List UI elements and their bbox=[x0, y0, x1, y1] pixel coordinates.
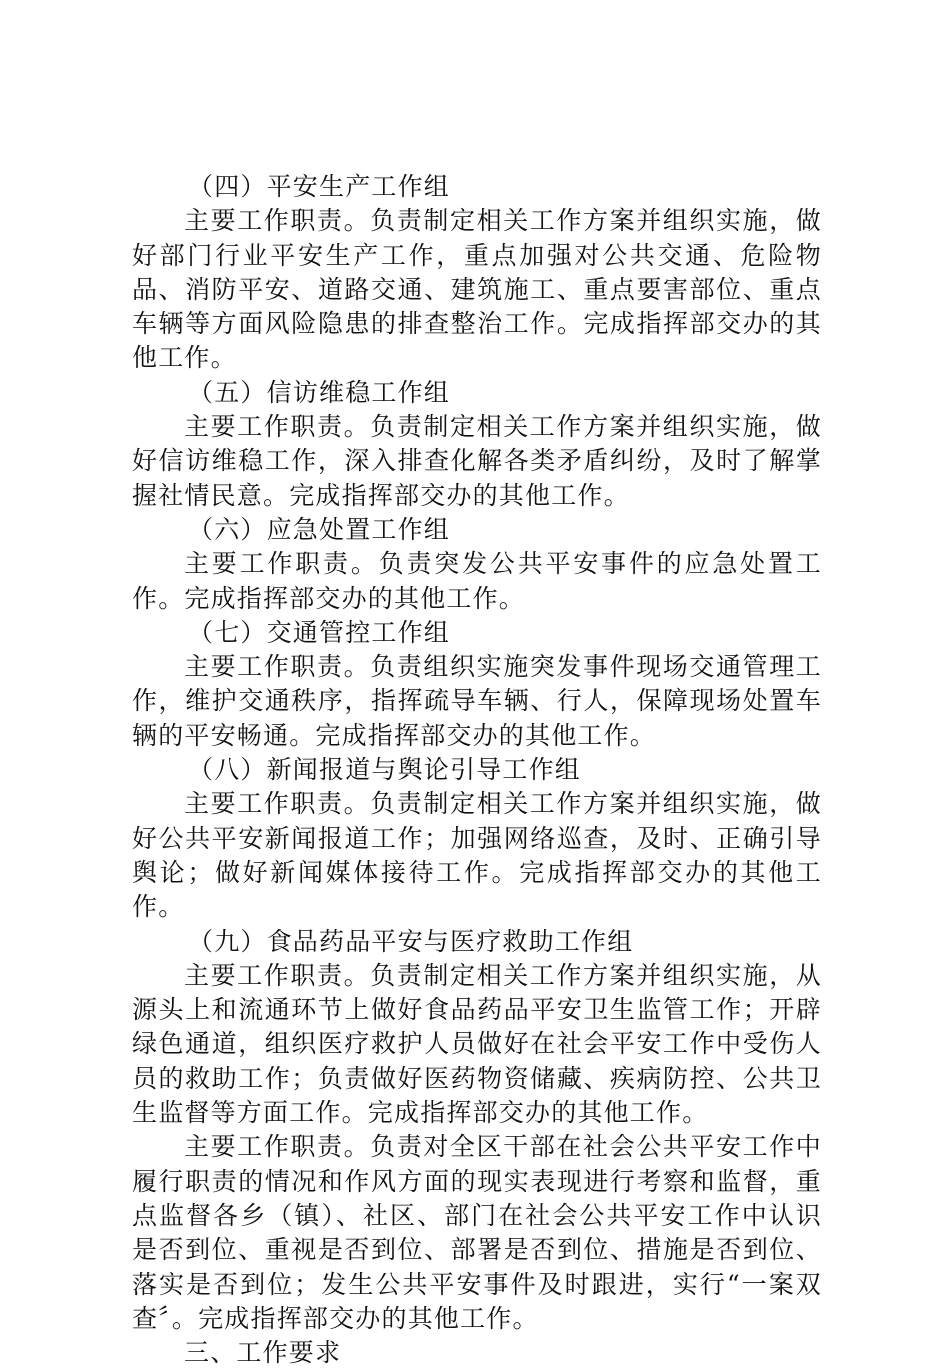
section-heading-6: （六）应急处置工作组 bbox=[188, 514, 451, 544]
section-heading-8: （八）新闻报道与舆论引导工作组 bbox=[188, 755, 582, 785]
section-paragraph-9: 主要工作职责。负责制定相关工作方案并组织实施，从源头上和流通环节上做好食品药品平安卫生监管工作；开辟绿色通道，组织医疗救护人员做好在社会平安工作中受伤人员的救助工作；负责做好医药物资储藏、疾病防控、公共卫生监督等方面工作。完成指挥部交办的其他工作。 bbox=[132, 960, 822, 1128]
supervision-paragraph: 主要工作职责。负责对全区干部在社会公共平安工作中履行职责的情况和作风方面的现实表现进行考察和监督，重点监督各乡（镇）、社区、部门在社会公共平安工作中认识是否到位、重视是否到位、部署是否到位、措施是否到位、落实是否到位；发生公共平安事件及时跟进，实行“一案双查〞。完成指挥部交办的其他工作。 bbox=[132, 1132, 822, 1333]
section-heading-9: （九）食品药品平安与医疗救助工作组 bbox=[188, 926, 634, 956]
section-paragraph-6: 主要工作职责。负责突发公共平安事件的应急处置工作。完成指挥部交办的其他工作。 bbox=[132, 549, 822, 613]
section-paragraph-8: 主要工作职责。负责制定相关工作方案并组织实施，做好公共平安新闻报道工作；加强网络巡查，及时、正确引导舆论；做好新闻媒体接待工作。完成指挥部交办的其他工作。 bbox=[132, 789, 822, 922]
section-paragraph-7: 主要工作职责。负责组织实施突发事件现场交通管理工作，维护交通秩序，指挥疏导车辆、行人，保障现场处置车辆的平安畅通。完成指挥部交办的其他工作。 bbox=[132, 652, 822, 750]
document-body bbox=[132, 170, 822, 1370]
section-heading-7: （七）交通管控工作组 bbox=[188, 617, 451, 647]
section-heading-5: （五）信访维稳工作组 bbox=[188, 377, 451, 407]
section-heading-4: （四）平安生产工作组 bbox=[188, 172, 451, 201]
section-paragraph-5: 主要工作职责。负责制定相关工作方案并组织实施，做好信访维稳工作，深入排查化解各类矛盾纠纷，及时了解掌握社情民意。完成指挥部交办的其他工作。 bbox=[132, 412, 822, 510]
section-paragraph-4: 主要工作职责。负责制定相关工作方案并组织实施，做好部门行业平安生产工作，重点加强对公共交通、危险物品、消防平安、道路交通、建筑施工、重点要害部位、重点车辆等方面风险隐患的排查整治工作。完成指挥部交办的其他工作。 bbox=[132, 206, 822, 373]
closing-heading: 三、工作要求 bbox=[184, 1338, 342, 1368]
